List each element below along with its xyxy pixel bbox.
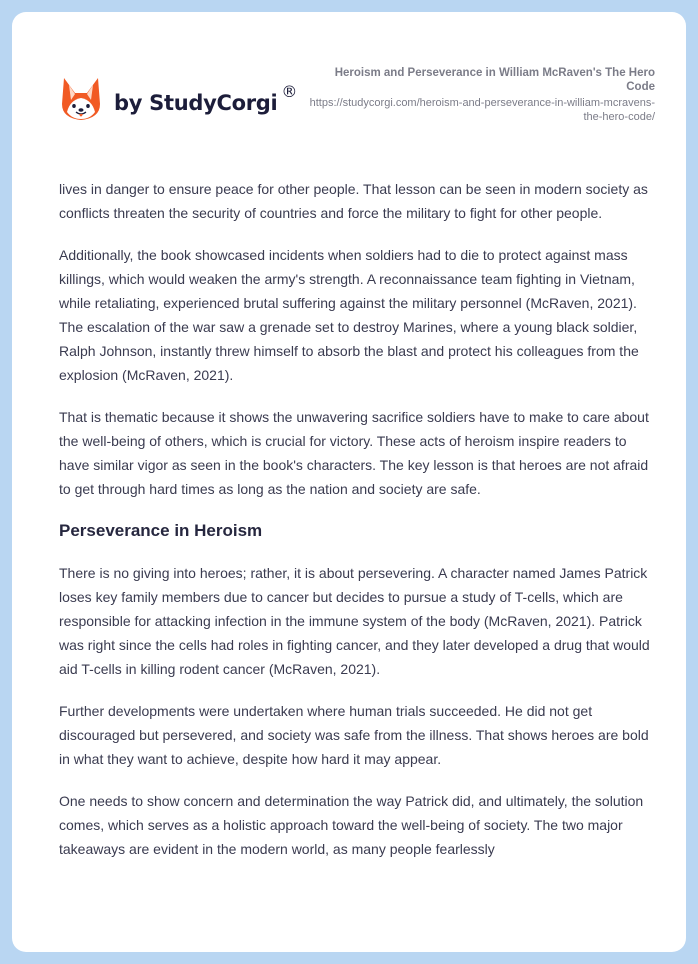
page-header: [12, 12, 686, 162]
document-meta: [305, 66, 655, 124]
corgi-logo-icon: [60, 76, 102, 122]
logo-text: by StudyCorgi: [114, 91, 278, 115]
paragraph: There is no giving into heroes; rather, it is about persevering. A character named James Patrick loses key family members due to cancer but decides to pursue a study of T-cells, which are responsible for attacking infection in the immune system of the body (McRaven, 2021). Patrick was right since the cells had roles in fighting cancer, and they later developed a drug that would aid T-cells in killing rodent cancer (McRaven, 2021).: [59, 565, 650, 677]
document-page: [12, 12, 686, 952]
document-body: [59, 177, 659, 879]
paragraph: lives in danger to ensure peace for other people. That lesson can be seen in modern society as conflicts threaten the security of countries and force the military to fight for other people.: [59, 181, 648, 221]
paragraph: Further developments were undertaken where human trials succeeded. He did not get discouraged but persevered, and society was safe from the illness. That shows heroes are bold in what they want to achieve, despite how hard it may appear.: [59, 703, 649, 767]
studycorgi-logo[interactable]: [60, 76, 297, 122]
document-url[interactable]: https://studycorgi.com/heroism-and-perseverance-in-william-mcravens-the-hero-code/: [309, 97, 655, 123]
document-title: Heroism and Perseverance in William McRaven's The Hero Code: [334, 67, 655, 93]
paragraph: Additionally, the book showcased incidents when soldiers had to die to protect against mass killings, which would weaken the army's strength. A reconnaissance team fighting in Vietnam, while retaliating, experienced brutal suffering against the military personnel (McRaven, 2021). The escalation of the war saw a grenade set to destroy Marines, where a young black soldier, Ralph Johnson, instantly threw himself to absorb the blast and protect his colleagues from the explosion (McRaven, 2021).: [59, 247, 639, 383]
registered-mark: ®: [281, 81, 298, 101]
paragraph: That is thematic because it shows the unwavering sacrifice soldiers have to make to care about the well-being of others, which is crucial for victory. These acts of heroism inspire readers to have similar vigor as seen in the book's characters. The key lesson is that heroes are not afraid to get through hard times as long as the nation and society are safe.: [59, 409, 649, 497]
paragraph: One needs to show concern and determination the way Patrick did, and ultimately, the solution comes, which serves as a holistic approach toward the well-being of society. The two major takeaways are evident in the modern world, as many people fearlessly: [59, 793, 644, 857]
section-heading: Perseverance in Heroism: [59, 521, 263, 540]
